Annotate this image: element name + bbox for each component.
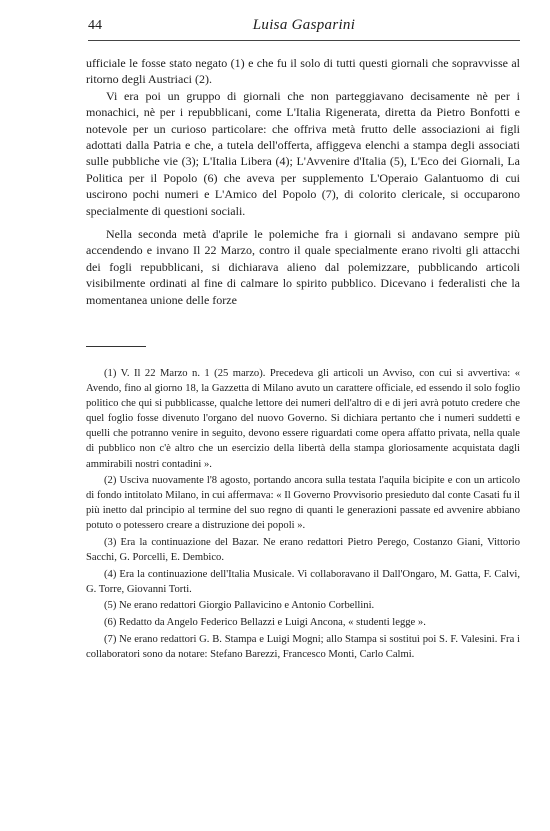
body-paragraph: ufficiale le fosse stato negato (1) e che fu il solo di tutti questi giornali che sopravvisse al ritorno degli Austriaci (2). <box>86 56 520 87</box>
page-header <box>88 16 520 41</box>
footnote: (4) Era la continuazione dell'Italia Musicale. Vi collaboravano il Dall'Ongaro, M. Gatta, F. Calvi, G. Torre, Giovanni Torti. <box>86 568 520 595</box>
page-number: 44 <box>88 18 102 33</box>
body-paragraph: Vi era poi un gruppo di giornali che non parteggiavano decisamente nè per i monachici, nè per i repubblicani, come L'Italia Rigenerata, diretta da Pietro Bonfotti e notevole per un curioso particolare: che offriva metà frutto delle associazioni ai figli adottati dalla Patria e che, a tutela dell'offerta, affiggeva elenchi a stampa degli associati sulle pubbliche vie (3); L'Italia Libera (4); L'Avvenire d'Italia (5), L'Eco dei Giornali, La Politica per il Popolo (6) che aveva per supplemento L'Operaio Galantuomo di cui uscirono pochi numeri e L'Amico del Popolo (7), di colorito clericale, si occuparono specialmente di questioni sociali. <box>86 88 520 218</box>
footnote: (1) V. Il 22 Marzo n. 1 (25 marzo). Precedeva gli articoli un Avviso, con cui si avvertiva: « Avendo, fino al giorno 18, la Gazzetta di Milano avuto un carattere officiale, ed essendo il solo foglio politico che qui si pubblicasse, qualche lettore dei numeri dell'altro di e di jeri avrà potuto credere che quel foglio fosse divenuto l'organo del nuovo Governo. Si dichiara pertanto che i numeri suddetti e quelli che potranno venire in seguito, devono essere riguardati come opera affatto privata, nella quale di pubblico non c'è altro che un esercizio della libertà della stampa gloriosamente acquistata dagli ammirabili nostri contadini ». <box>86 368 520 470</box>
footnote: (7) Ne erano redattori G. B. Stampa e Luigi Mogni; allo Stampa si sostituì poi S. F. Valesini. Fra i collaboratori sono da notare: Stefano Barezzi, Francesco Monti, Carlo Calmi. <box>86 633 520 660</box>
main-text <box>86 55 520 308</box>
footnotes <box>86 366 520 663</box>
footnote: (5) Ne erano redattori Giorgio Pallavicino e Antonio Corbellini. <box>104 600 375 612</box>
body-paragraph: Nella seconda metà d'aprile le polemiche fra i giornali si andavano sempre più accendendo e invano Il 22 Marzo, contro il quale specialmente erano rivolti gli attacchi dei fogli repubblicani, si dichiarava alieno dal polemizzare, pubblicando articoli visibilmente ordinati al fine di calmare lo spirito pubblico. Dicevano i federalisti che la momentanea unione delle forze <box>86 227 520 307</box>
footnote: (6) Redatto da Angelo Federico Bellazzi e Luigi Ancona, « studenti legge ». <box>104 617 426 628</box>
footnote-separator <box>86 346 146 347</box>
footnote: (3) Era la continuazione del Bazar. Ne erano redattori Pietro Perego, Costanzo Giani, Vittorio Sacchi, G. Porcelli, E. Dembico. <box>86 537 520 564</box>
running-title: Luisa Gasparini <box>252 17 356 33</box>
footnote: (2) Usciva nuovamente l'8 agosto, portando ancora sulla testata l'aquila bicipite e con un articolo di fondo intitolato Milano, in cui affermava: « Il Governo Provvisorio presieduto dal conte Casati fu il più inetto dal principio al termine del suo regno di quanti le generazioni passate ed avvenire abbiano potuto o potessero creare a distruzione dei popoli ». <box>86 475 520 532</box>
